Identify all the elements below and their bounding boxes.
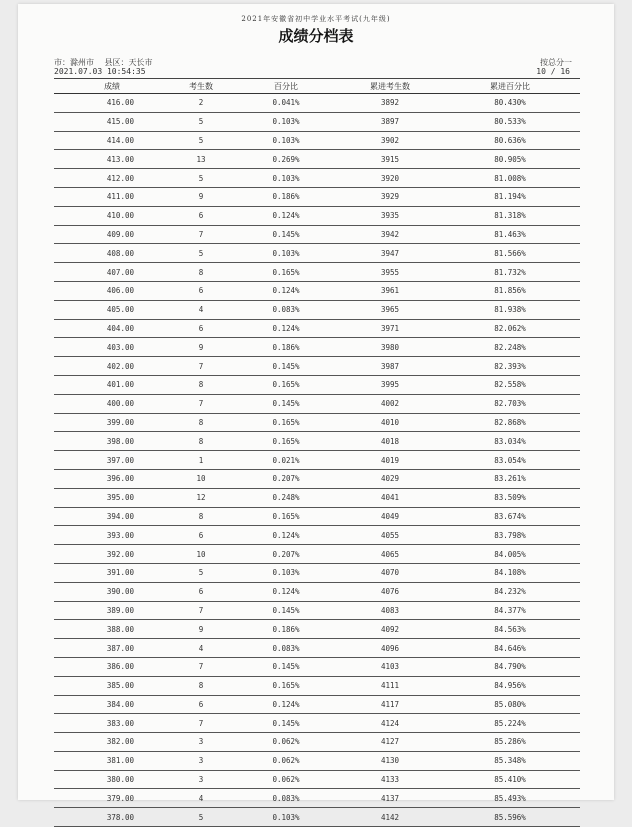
- count-cell: 4: [170, 300, 232, 319]
- cumulative-percent-cell: 83.798%: [440, 526, 580, 545]
- cumulative-percent-cell: 81.732%: [440, 263, 580, 282]
- score-cell: 379.00: [54, 789, 170, 808]
- score-cell: 391.00: [54, 563, 170, 582]
- count-cell: 13: [170, 150, 232, 169]
- percent-cell: 0.186%: [232, 187, 340, 206]
- count-cell: 5: [170, 808, 232, 827]
- count-cell: 7: [170, 657, 232, 676]
- score-cell: 401.00: [54, 375, 170, 394]
- cumulative-percent-cell: 81.318%: [440, 206, 580, 225]
- count-cell: 6: [170, 582, 232, 601]
- count-cell: 3: [170, 751, 232, 770]
- count-cell: 4: [170, 639, 232, 658]
- table-row: [54, 394, 580, 413]
- score-cell: 413.00: [54, 150, 170, 169]
- table-row: [54, 206, 580, 225]
- cumulative-percent-cell: 84.005%: [440, 545, 580, 564]
- table-row: [54, 601, 580, 620]
- percent-cell: 0.083%: [232, 639, 340, 658]
- table-row: [54, 676, 580, 695]
- percent-cell: 0.145%: [232, 394, 340, 413]
- cumulative-count-cell: 4076: [340, 582, 440, 601]
- cumulative-count-cell: 3902: [340, 131, 440, 150]
- count-cell: 6: [170, 206, 232, 225]
- score-cell: 378.00: [54, 808, 170, 827]
- cumulative-percent-cell: 83.034%: [440, 432, 580, 451]
- score-cell: 412.00: [54, 169, 170, 188]
- header-cumulative-percent: 累进百分比: [440, 79, 580, 94]
- table-row: [54, 319, 580, 338]
- table-row: [54, 657, 580, 676]
- score-cell: 390.00: [54, 582, 170, 601]
- table-row: [54, 131, 580, 150]
- percent-cell: 0.165%: [232, 413, 340, 432]
- cumulative-count-cell: 4117: [340, 695, 440, 714]
- cumulative-count-cell: 3915: [340, 150, 440, 169]
- percent-cell: 0.165%: [232, 432, 340, 451]
- table-row: [54, 751, 580, 770]
- district-label: 县区：天长市: [104, 58, 153, 67]
- cumulative-percent-cell: 80.636%: [440, 131, 580, 150]
- cumulative-count-cell: 4049: [340, 507, 440, 526]
- percent-cell: 0.062%: [232, 770, 340, 789]
- cumulative-count-cell: 3980: [340, 338, 440, 357]
- percent-cell: 0.103%: [232, 808, 340, 827]
- cumulative-count-cell: 3965: [340, 300, 440, 319]
- score-cell: 411.00: [54, 187, 170, 206]
- table-row: [54, 451, 580, 470]
- table-row: [54, 263, 580, 282]
- cumulative-count-cell: 4142: [340, 808, 440, 827]
- score-cell: 395.00: [54, 488, 170, 507]
- cumulative-percent-cell: 85.286%: [440, 733, 580, 752]
- score-distribution-table: [54, 78, 580, 827]
- count-cell: 6: [170, 319, 232, 338]
- cumulative-percent-cell: 81.008%: [440, 169, 580, 188]
- percent-cell: 0.103%: [232, 244, 340, 263]
- table-row: [54, 770, 580, 789]
- cumulative-count-cell: 3897: [340, 112, 440, 131]
- cumulative-count-cell: 4096: [340, 639, 440, 658]
- score-cell: 397.00: [54, 451, 170, 470]
- cumulative-count-cell: 4111: [340, 676, 440, 695]
- percent-cell: 0.103%: [232, 169, 340, 188]
- cumulative-count-cell: 4127: [340, 733, 440, 752]
- page-title: 成绩分档表: [278, 27, 354, 45]
- percent-cell: 0.186%: [232, 620, 340, 639]
- count-cell: 10: [170, 469, 232, 488]
- cumulative-percent-cell: 85.410%: [440, 770, 580, 789]
- table-row: [54, 714, 580, 733]
- cumulative-percent-cell: 84.646%: [440, 639, 580, 658]
- timestamp: 2021.07.03 10:54:35: [54, 67, 146, 76]
- cumulative-percent-cell: 84.377%: [440, 601, 580, 620]
- cumulative-percent-cell: 83.509%: [440, 488, 580, 507]
- count-cell: 6: [170, 281, 232, 300]
- cumulative-percent-cell: 85.493%: [440, 789, 580, 808]
- percent-cell: 0.124%: [232, 319, 340, 338]
- table-row: [54, 169, 580, 188]
- score-cell: 404.00: [54, 319, 170, 338]
- percent-cell: 0.062%: [232, 733, 340, 752]
- exam-title: 2021年安徽省初中学业水平考试(九年级): [241, 15, 391, 23]
- percent-cell: 0.124%: [232, 281, 340, 300]
- percent-cell: 0.145%: [232, 714, 340, 733]
- count-cell: 8: [170, 507, 232, 526]
- score-cell: 405.00: [54, 300, 170, 319]
- count-cell: 6: [170, 526, 232, 545]
- page-number: 10 / 16: [536, 67, 570, 76]
- table-body: [54, 94, 580, 827]
- table-row: [54, 413, 580, 432]
- cumulative-count-cell: 3971: [340, 319, 440, 338]
- cumulative-count-cell: 3929: [340, 187, 440, 206]
- table-row: [54, 225, 580, 244]
- table-row: [54, 357, 580, 376]
- score-cell: 380.00: [54, 770, 170, 789]
- cumulative-percent-cell: 80.905%: [440, 150, 580, 169]
- count-cell: 6: [170, 695, 232, 714]
- cumulative-count-cell: 4010: [340, 413, 440, 432]
- count-cell: 8: [170, 676, 232, 695]
- cumulative-count-cell: 3987: [340, 357, 440, 376]
- cumulative-percent-cell: 82.703%: [440, 394, 580, 413]
- percent-cell: 0.083%: [232, 300, 340, 319]
- cumulative-percent-cell: 85.596%: [440, 808, 580, 827]
- score-cell: 396.00: [54, 469, 170, 488]
- cumulative-percent-cell: 84.956%: [440, 676, 580, 695]
- cumulative-count-cell: 4103: [340, 657, 440, 676]
- count-cell: 7: [170, 357, 232, 376]
- score-cell: 387.00: [54, 639, 170, 658]
- cumulative-count-cell: 4130: [340, 751, 440, 770]
- table-row: [54, 469, 580, 488]
- score-cell: 398.00: [54, 432, 170, 451]
- count-cell: 7: [170, 601, 232, 620]
- score-cell: 388.00: [54, 620, 170, 639]
- count-cell: 5: [170, 169, 232, 188]
- table-row: [54, 94, 580, 113]
- table-row: [54, 582, 580, 601]
- percent-cell: 0.145%: [232, 657, 340, 676]
- table-row: [54, 187, 580, 206]
- cumulative-percent-cell: 83.054%: [440, 451, 580, 470]
- cumulative-percent-cell: 80.533%: [440, 112, 580, 131]
- score-cell: 407.00: [54, 263, 170, 282]
- score-cell: 403.00: [54, 338, 170, 357]
- cumulative-count-cell: 4083: [340, 601, 440, 620]
- cumulative-percent-cell: 81.566%: [440, 244, 580, 263]
- cumulative-count-cell: 4133: [340, 770, 440, 789]
- table-row: [54, 733, 580, 752]
- cumulative-count-cell: 4041: [340, 488, 440, 507]
- cumulative-percent-cell: 82.393%: [440, 357, 580, 376]
- sort-label: 按总分一: [540, 58, 572, 67]
- cumulative-count-cell: 4137: [340, 789, 440, 808]
- score-cell: 415.00: [54, 112, 170, 131]
- cumulative-percent-cell: 82.558%: [440, 375, 580, 394]
- table-row: [54, 338, 580, 357]
- cumulative-count-cell: 4070: [340, 563, 440, 582]
- document-page: [18, 4, 614, 822]
- percent-cell: 0.124%: [232, 695, 340, 714]
- percent-cell: 0.165%: [232, 375, 340, 394]
- percent-cell: 0.248%: [232, 488, 340, 507]
- table-header-row: [54, 79, 580, 94]
- cumulative-percent-cell: 81.856%: [440, 281, 580, 300]
- score-cell: 386.00: [54, 657, 170, 676]
- cumulative-count-cell: 4019: [340, 451, 440, 470]
- cumulative-count-cell: 3892: [340, 94, 440, 113]
- cumulative-count-cell: 3995: [340, 375, 440, 394]
- cumulative-count-cell: 4029: [340, 469, 440, 488]
- percent-cell: 0.041%: [232, 94, 340, 113]
- score-cell: 399.00: [54, 413, 170, 432]
- count-cell: 5: [170, 131, 232, 150]
- percent-cell: 0.207%: [232, 469, 340, 488]
- count-cell: 8: [170, 375, 232, 394]
- count-cell: 8: [170, 263, 232, 282]
- header-score: 成绩: [54, 79, 170, 94]
- count-cell: 5: [170, 563, 232, 582]
- cumulative-percent-cell: 84.232%: [440, 582, 580, 601]
- count-cell: 12: [170, 488, 232, 507]
- header-count: 考生数: [170, 79, 232, 94]
- percent-cell: 0.186%: [232, 338, 340, 357]
- score-cell: 389.00: [54, 601, 170, 620]
- count-cell: 3: [170, 770, 232, 789]
- table-row: [54, 281, 580, 300]
- count-cell: 5: [170, 112, 232, 131]
- cumulative-percent-cell: 85.224%: [440, 714, 580, 733]
- table-row: [54, 375, 580, 394]
- table-row: [54, 545, 580, 564]
- header-percent: 百分比: [232, 79, 340, 94]
- percent-cell: 0.269%: [232, 150, 340, 169]
- percent-cell: 0.103%: [232, 563, 340, 582]
- cumulative-percent-cell: 85.348%: [440, 751, 580, 770]
- cumulative-count-cell: 3947: [340, 244, 440, 263]
- count-cell: 7: [170, 225, 232, 244]
- percent-cell: 0.103%: [232, 131, 340, 150]
- table-row: [54, 620, 580, 639]
- cumulative-percent-cell: 83.674%: [440, 507, 580, 526]
- table-row: [54, 488, 580, 507]
- percent-cell: 0.145%: [232, 357, 340, 376]
- score-cell: 381.00: [54, 751, 170, 770]
- count-cell: 8: [170, 432, 232, 451]
- score-cell: 393.00: [54, 526, 170, 545]
- count-cell: 8: [170, 413, 232, 432]
- score-cell: 409.00: [54, 225, 170, 244]
- table-row: [54, 639, 580, 658]
- cumulative-count-cell: 3961: [340, 281, 440, 300]
- table-row: [54, 300, 580, 319]
- cumulative-percent-cell: 84.108%: [440, 563, 580, 582]
- count-cell: 4: [170, 789, 232, 808]
- cumulative-count-cell: 4065: [340, 545, 440, 564]
- count-cell: 9: [170, 187, 232, 206]
- cumulative-percent-cell: 82.868%: [440, 413, 580, 432]
- cumulative-percent-cell: 81.463%: [440, 225, 580, 244]
- score-cell: 400.00: [54, 394, 170, 413]
- count-cell: 2: [170, 94, 232, 113]
- score-cell: 408.00: [54, 244, 170, 263]
- score-cell: 406.00: [54, 281, 170, 300]
- percent-cell: 0.165%: [232, 507, 340, 526]
- percent-cell: 0.165%: [232, 263, 340, 282]
- percent-cell: 0.021%: [232, 451, 340, 470]
- table-row: [54, 112, 580, 131]
- cumulative-count-cell: 3935: [340, 206, 440, 225]
- table-row: [54, 432, 580, 451]
- cumulative-count-cell: 3942: [340, 225, 440, 244]
- count-cell: 9: [170, 620, 232, 639]
- cumulative-percent-cell: 82.062%: [440, 319, 580, 338]
- table-row: [54, 695, 580, 714]
- percent-cell: 0.145%: [232, 225, 340, 244]
- cumulative-count-cell: 4055: [340, 526, 440, 545]
- count-cell: 9: [170, 338, 232, 357]
- count-cell: 7: [170, 394, 232, 413]
- cumulative-count-cell: 3920: [340, 169, 440, 188]
- cumulative-percent-cell: 81.194%: [440, 187, 580, 206]
- city-label: 市：滁州市: [54, 58, 94, 67]
- cumulative-count-cell: 4092: [340, 620, 440, 639]
- percent-cell: 0.124%: [232, 206, 340, 225]
- table-row: [54, 563, 580, 582]
- cumulative-percent-cell: 80.430%: [440, 94, 580, 113]
- table-row: [54, 150, 580, 169]
- count-cell: 5: [170, 244, 232, 263]
- score-cell: 416.00: [54, 94, 170, 113]
- table-row: [54, 244, 580, 263]
- cumulative-count-cell: 4018: [340, 432, 440, 451]
- score-cell: 385.00: [54, 676, 170, 695]
- score-cell: 392.00: [54, 545, 170, 564]
- percent-cell: 0.207%: [232, 545, 340, 564]
- count-cell: 1: [170, 451, 232, 470]
- cumulative-percent-cell: 82.248%: [440, 338, 580, 357]
- cumulative-percent-cell: 83.261%: [440, 469, 580, 488]
- cumulative-percent-cell: 84.790%: [440, 657, 580, 676]
- score-cell: 394.00: [54, 507, 170, 526]
- percent-cell: 0.165%: [232, 676, 340, 695]
- score-cell: 383.00: [54, 714, 170, 733]
- cumulative-count-cell: 4002: [340, 394, 440, 413]
- score-cell: 410.00: [54, 206, 170, 225]
- percent-cell: 0.103%: [232, 112, 340, 131]
- cumulative-percent-cell: 81.938%: [440, 300, 580, 319]
- count-cell: 7: [170, 714, 232, 733]
- cumulative-count-cell: 3955: [340, 263, 440, 282]
- percent-cell: 0.145%: [232, 601, 340, 620]
- count-cell: 10: [170, 545, 232, 564]
- header-cumulative-count: 累进考生数: [340, 79, 440, 94]
- percent-cell: 0.124%: [232, 526, 340, 545]
- cumulative-percent-cell: 84.563%: [440, 620, 580, 639]
- table-row: [54, 507, 580, 526]
- score-cell: 382.00: [54, 733, 170, 752]
- count-cell: 3: [170, 733, 232, 752]
- percent-cell: 0.062%: [232, 751, 340, 770]
- cumulative-percent-cell: 85.080%: [440, 695, 580, 714]
- score-cell: 402.00: [54, 357, 170, 376]
- table-row: [54, 526, 580, 545]
- score-cell: 414.00: [54, 131, 170, 150]
- percent-cell: 0.124%: [232, 582, 340, 601]
- cumulative-count-cell: 4124: [340, 714, 440, 733]
- percent-cell: 0.083%: [232, 789, 340, 808]
- table-row: [54, 808, 580, 827]
- score-cell: 384.00: [54, 695, 170, 714]
- table-row: [54, 789, 580, 808]
